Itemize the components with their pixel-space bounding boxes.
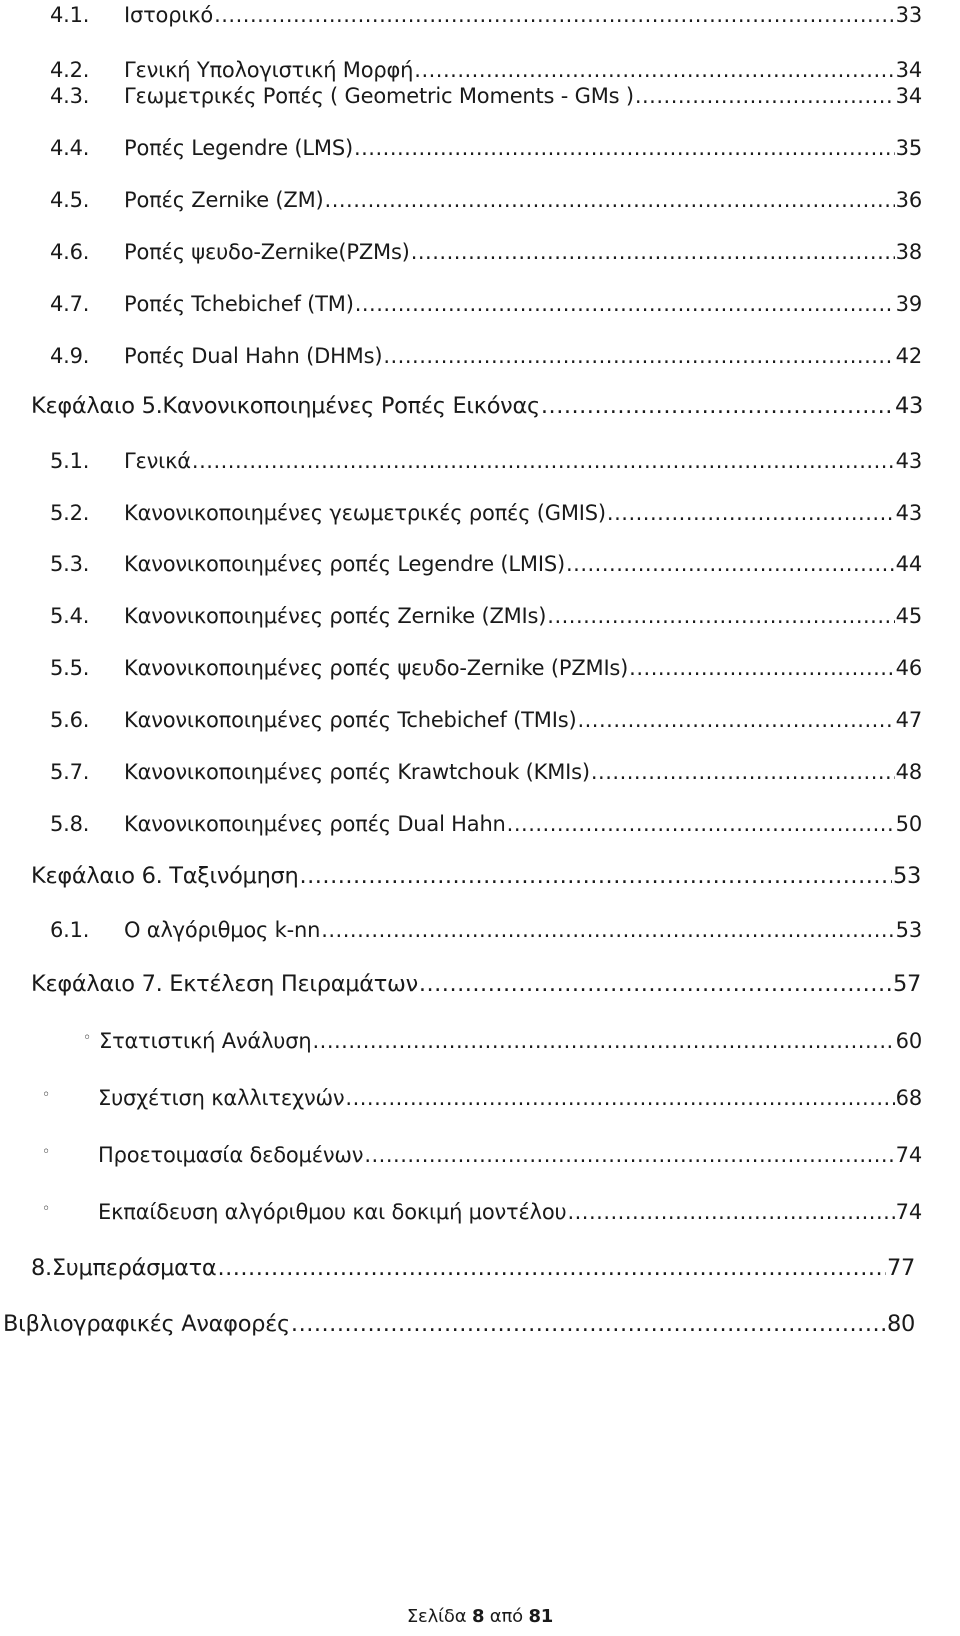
dot-leader [419, 972, 892, 998]
toc-entry-number: 4.2. [50, 57, 90, 82]
toc-entry-number: 4.9. [50, 343, 90, 368]
dot-leader [321, 918, 894, 942]
toc-entry-number: 5.3. [50, 551, 90, 576]
toc-entry-number: 4.7. [50, 291, 90, 316]
dot-leader [541, 394, 894, 420]
toc-chapter-8[interactable] [31, 1250, 915, 1282]
bullet-circle-icon: ◦ [82, 1029, 92, 1046]
toc-entry-5-1[interactable] [50, 443, 922, 473]
toc-entry-4-1[interactable] [50, 0, 922, 27]
toc-chapter-5[interactable] [31, 388, 923, 420]
toc-entry-page: 46 [895, 655, 922, 680]
bullet-circle-icon: ◦ [42, 1143, 51, 1160]
toc-entry-4-7[interactable] [50, 286, 922, 316]
toc-entry-5-7[interactable] [50, 754, 922, 784]
toc-entry-page: 80 [886, 1311, 915, 1338]
toc-entry-title: Κανονικοποιημένες ροπές Zernike (ZMIs) [124, 603, 547, 628]
toc-entry-number: 5.8. [50, 811, 90, 836]
toc-entry-page: 43 [895, 500, 922, 525]
footer-of-label: από [489, 1606, 523, 1627]
toc-entry-page: 43 [895, 448, 922, 473]
toc-chapter-6[interactable] [31, 858, 921, 890]
toc-entry-page: 38 [895, 239, 922, 264]
toc-entry-number: 5.2. [50, 500, 90, 525]
toc-entry-title: 8.Συμπεράσματα [31, 1255, 217, 1282]
toc-entry-page: 47 [895, 707, 922, 732]
toc-entry-title: Γενικά [124, 448, 191, 473]
dot-leader [312, 1029, 894, 1053]
dot-leader [547, 604, 894, 628]
toc-entry-title: Ροπές Dual Hahn (DHMs) [124, 343, 383, 368]
dot-leader [291, 1312, 886, 1338]
dot-leader [364, 1143, 894, 1167]
toc-entry-page: 45 [895, 603, 922, 628]
toc-entry-title: Κανονικοποιημένες ροπές Dual Hahn [124, 811, 506, 836]
toc-entry-page: 35 [895, 135, 922, 160]
toc-entry-number: 4.5. [50, 187, 90, 212]
toc-entry-number: 4.6. [50, 239, 90, 264]
toc-bibliography[interactable] [3, 1306, 915, 1338]
dot-leader [383, 344, 894, 368]
toc-entry-page: 68 [895, 1085, 922, 1110]
dot-leader [214, 3, 895, 27]
toc-entry-page: 48 [895, 759, 922, 784]
toc-entry-page: 39 [895, 291, 922, 316]
footer-current-page: 8 [471, 1606, 485, 1627]
toc-entry-4-3[interactable] [50, 78, 922, 108]
dot-leader [325, 188, 895, 212]
toc-entry-title: Κανονικοποιημένες ροπές Legendre (LMIS) [124, 551, 565, 576]
dot-leader [507, 812, 895, 836]
dot-leader [567, 1200, 894, 1224]
toc-entry-5-4[interactable] [50, 598, 922, 628]
toc-entry-number: 5.4. [50, 603, 90, 628]
toc-entry-4-4[interactable] [50, 130, 922, 160]
toc-entry-title: Εκπαίδευση αλγόριθμου και δοκιμή μοντέλου [98, 1199, 567, 1224]
dot-leader [192, 449, 895, 473]
toc-entry-title: Κανονικοποιημένες ροπές Krawtchouk (KMIs) [124, 759, 590, 784]
toc-entry-page: 44 [895, 551, 922, 576]
dot-leader [299, 864, 892, 890]
toc-entry-page: 36 [895, 187, 922, 212]
page-footer [0, 1606, 960, 1627]
toc-entry-page: 74 [895, 1142, 922, 1167]
toc-entry-title: Ροπές Tchebichef (TM) [124, 291, 354, 316]
toc-entry-page: 53 [895, 917, 922, 942]
toc-entry-title: Κανονικοποιημένες ροπές Tchebichef (TMIs) [124, 707, 577, 732]
toc-entry-number: 4.4. [50, 135, 90, 160]
toc-entry-number: 5.5. [50, 655, 90, 680]
toc-entry-title: Στατιστική Ανάλυση [99, 1028, 312, 1053]
toc-entry-page: 74 [895, 1199, 922, 1224]
toc-entry-page: 50 [895, 811, 922, 836]
toc-entry-page: 53 [892, 863, 921, 890]
toc-entry-page: 33 [895, 2, 922, 27]
toc-entry-title: Ιστορικό [124, 2, 214, 27]
toc-entry-page: 34 [895, 57, 922, 82]
toc-entry-page: 43 [894, 393, 923, 420]
toc-entry-4-5[interactable] [50, 182, 922, 212]
toc-entry-page: 57 [892, 971, 921, 998]
toc-entry-title: Ροπές Legendre (LMS) [124, 135, 353, 160]
toc-entry-number: 4.1. [50, 2, 90, 27]
toc-entry-5-5[interactable] [50, 650, 922, 680]
toc-entry-title: Κεφάλαιο 5.Κανονικοποιημένες Ροπές Εικόνας [31, 393, 540, 420]
toc-entry-number: 5.6. [50, 707, 90, 732]
toc-entry-4-9[interactable] [50, 338, 922, 368]
toc-entry-title: Ροπές ψευδο-Zernike(PZMs) [124, 239, 410, 264]
toc-bullet-statistical-analysis[interactable] [75, 1023, 922, 1053]
toc-entry-6-1[interactable] [50, 912, 922, 942]
toc-entry-number: 4.3. [50, 83, 90, 108]
toc-entry-5-2[interactable] [50, 495, 922, 525]
dot-leader [591, 760, 895, 784]
footer-page-label: Σελίδα [406, 1606, 467, 1627]
toc-entry-title: Γεωμετρικές Ροπές ( Geometric Moments - GMs ) [124, 83, 634, 108]
toc-entry-5-3[interactable] [50, 546, 922, 576]
toc-entry-page: 60 [895, 1028, 922, 1053]
dot-leader [607, 501, 895, 525]
toc-entry-title: Γενική Υπολογιστική Μορφή [124, 57, 414, 82]
dot-leader [354, 136, 895, 160]
dot-leader [629, 656, 895, 680]
toc-entry-page: 34 [895, 83, 922, 108]
toc-entry-title: Ο αλγόριθμος k-nn [124, 917, 321, 942]
dot-leader [566, 552, 895, 576]
dot-leader [577, 708, 894, 732]
toc-entry-5-6[interactable] [50, 702, 922, 732]
toc-entry-page: 77 [886, 1255, 915, 1282]
dot-leader [411, 240, 895, 264]
toc-entry-page: 42 [895, 343, 922, 368]
dot-leader [355, 292, 895, 316]
bullet-circle-icon: ◦ [42, 1086, 51, 1103]
toc-entry-4-6[interactable] [50, 234, 922, 264]
toc-entry-number: 5.7. [50, 759, 90, 784]
toc-entry-title: Βιβλιογραφικές Αναφορές [3, 1311, 290, 1338]
toc-bullet-data-preparation[interactable] [40, 1137, 922, 1167]
dot-leader [217, 1256, 886, 1282]
dot-leader [345, 1086, 894, 1110]
footer-total-pages: 81 [528, 1606, 554, 1627]
toc-bullet-artist-correlation[interactable] [40, 1080, 922, 1110]
bullet-circle-icon: ◦ [42, 1200, 51, 1217]
toc-entry-title: Κεφάλαιο 6. Ταξινόμηση [31, 863, 299, 890]
toc-entry-number: 5.1. [50, 448, 90, 473]
toc-chapter-7[interactable] [31, 966, 921, 998]
toc-entry-title: Κανονικοποιημένες γεωμετρικές ροπές (GMIS) [124, 500, 606, 525]
toc-entry-title: Προετοιμασία δεδομένων [98, 1142, 364, 1167]
toc-entry-title: Κανονικοποιημένες ροπές ψευδο-Zernike (PZMIs) [124, 655, 629, 680]
toc-entry-title: Ροπές Zernike (ZM) [124, 187, 324, 212]
toc-entry-title: Συσχέτιση καλλιτεχνών [98, 1085, 345, 1110]
dot-leader [635, 84, 895, 108]
toc-bullet-training-testing[interactable] [40, 1194, 922, 1224]
toc-entry-5-8[interactable] [50, 806, 922, 836]
toc-entry-number: 6.1. [50, 917, 90, 942]
toc-entry-title: Κεφάλαιο 7. Εκτέλεση Πειραμάτων [31, 971, 418, 998]
